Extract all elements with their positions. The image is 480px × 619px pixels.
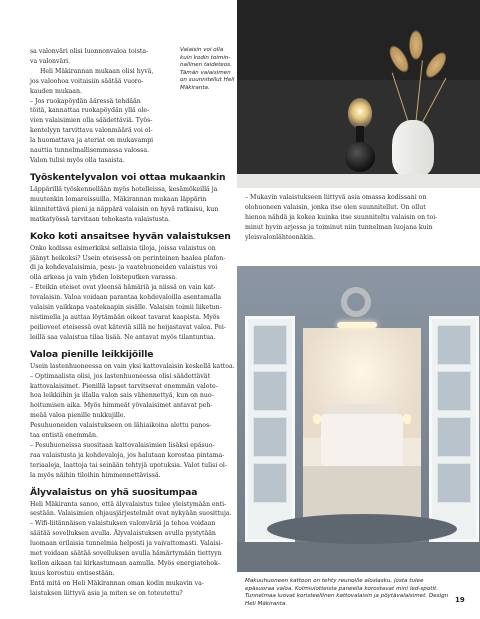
floor-foreground	[237, 542, 480, 572]
text-line: Valon tulisi myös olla tasaista.	[30, 156, 125, 164]
text-line: kauden mukaan.	[30, 87, 82, 95]
text-line: olohuoneen valaisin, jonka itse olen suunnitellut. On ollut	[245, 203, 426, 211]
text-line: va valonväri.	[30, 57, 71, 65]
bed	[321, 414, 403, 466]
text-line: hoa leikkiihin ja illalla valon sais vähennettyä, kun on nuo-	[30, 392, 214, 400]
text-line: kiinnitettävä pieni ja näppärä valaisin on hyvä ratkaisu, kun	[30, 205, 219, 213]
text-line: Heli Mäkiranta sanoo, että älyvalaistus tulee yleistymään enti-	[30, 500, 227, 508]
text-line: Pesuhuoneiden valaistukseen on lähiaikoina alettu panos-	[30, 422, 212, 430]
intro-paragraph	[30, 47, 173, 166]
door-pane	[253, 325, 287, 365]
door-pane	[253, 371, 287, 411]
ceiling-light	[337, 322, 377, 328]
white-vase	[392, 120, 434, 176]
door-pane	[437, 463, 471, 503]
text-line: Heli Mäkirannan mukaan olisi hyvä,	[40, 67, 154, 75]
text-line: – Eteikin eteiset ovat yleensä hämäriä ja niissä on vain kat-	[30, 284, 216, 292]
text-line: Onko kodissa esimerkiksi sellaisia tiloja, joissa valaistus on	[30, 244, 216, 252]
section-smart-lighting	[30, 487, 235, 599]
text-line: Entä mitä on Heli Mäkirannan oman kodin mukavin va-	[30, 579, 204, 587]
door-pane	[437, 417, 471, 457]
text-line: jäänyt heikoksi? Usein eteisessä on perinteinen haalea plafon-	[30, 254, 226, 262]
text-line: olla arkeaa ja vain yhden loisteputken varassa.	[30, 274, 178, 282]
door-pane	[437, 325, 471, 365]
text-line: kellon aikaan tai kirkastumaan aamulla. Myös energiatehok-	[30, 560, 220, 567]
text-line: muutenkin lomareissuilla. Mäkirannan mukaan läppärin	[30, 195, 207, 203]
tv-screen	[237, 0, 480, 80]
text-line: säätää sovelluksen avulla. Älyvalaistuksen avulla pystytään	[30, 530, 216, 538]
section-kids	[30, 349, 235, 481]
section-home-lighting	[30, 231, 235, 343]
text-line: hoitumisen aika. Myös himmeät yövalaisimet antavat peh-	[30, 402, 213, 410]
wreath	[341, 287, 371, 317]
text-line: sa valonväri olisi luonnonvaloa toista-	[30, 48, 149, 55]
text-line: minut hyvin arjessa ja toiminut niin tunnelman luojana kuin	[245, 223, 433, 231]
text-line: – Mukavin valaistukseen liittyvä asia omassa kodissani on	[245, 194, 427, 201]
page-number: 19	[455, 596, 465, 604]
text-line: tovalaisin. Valoa voidaan parantaa kohdevaloilla asentamalla	[30, 294, 222, 302]
text-line: la myös näihin tiloihin himmennettävissä.	[30, 471, 161, 479]
french-door-right	[429, 316, 479, 542]
text-line: – Jos ruokapöydän ääressä tehdään	[30, 97, 141, 105]
text-line: yleisvalonlähteenäkin.	[245, 233, 315, 241]
section-heading: Älyvalaistus on yhä suositumpaa	[30, 486, 198, 498]
text-line: peilioveet eteisessä ovat käteviä sillä ne heijastavat valoa. Pei-	[30, 323, 226, 331]
text-line: kuus korostuu entisestään.	[30, 569, 115, 577]
text-line: di ja kohdevalaisimia, pesu- ja vaatehuoneiden valaistus voi	[30, 264, 218, 272]
text-line: laistuksen liittyvä asia ja miten se on toteutettu?	[30, 589, 183, 597]
text-line: luomaan erilaisia tunnelmia helposti ja vaivattomasti. Valaisi-	[30, 540, 223, 548]
text-line: sestään. Valaisimien ohjausjärjestelmät ovat nykyään suosittuja.	[30, 510, 232, 518]
bedside-lamp	[313, 414, 321, 424]
text-line: – Wifi-liitännäisen valaistuksen valonväriä ja tehoa voidaan	[30, 520, 216, 528]
door-pane	[437, 371, 471, 411]
text-line: leillä saa valaistua tilaa lisää. Ne antavat myös tilantuntua.	[30, 333, 216, 341]
photo-vase-and-lamp	[237, 0, 480, 188]
french-door-left	[245, 316, 295, 542]
text-line: – Pesuhuoneissa suositaan kattovalaisimien lisäksi epäsuo-	[30, 441, 215, 449]
text-line: meää valoa pienille nukkujille.	[30, 412, 126, 420]
bedside-lamp	[403, 414, 411, 424]
text-line: Läppärillä työskennellään myös hotelleissa, kesämökeillä ja	[30, 186, 218, 193]
pampas-stem	[421, 78, 446, 124]
sections-column	[30, 172, 235, 599]
text-line: kattovalaisimet. Pienillä lapset tarvitsevat enemmän valote-	[30, 382, 218, 390]
section-heading: Valoa pienille leikkijöille	[30, 348, 154, 360]
quote-paragraph	[245, 193, 450, 243]
text-line: – Optimaalista olisi, jos lastenhuoneessa olisi säädettävät	[30, 372, 210, 380]
text-line: nauttia tunnelmallisemmassa valossa.	[30, 147, 150, 155]
text-line: valaisin vaikkapa vaatekaapin sisälle. Valaisin toimii liiketun-	[30, 304, 222, 312]
section-heading: Koko koti ansaitsee hyvän valaistuksen	[30, 230, 231, 242]
shelf	[237, 174, 480, 188]
text-line: kentelyyn tarvittava valonmäärä voi ol-	[30, 127, 153, 135]
text-line: met voidaan säätää sovelluksen avulla hämärtymään tiettyyn	[30, 550, 222, 558]
lamp-bulb	[348, 98, 372, 128]
pampas-stem	[392, 73, 410, 127]
photo-bedroom	[237, 266, 480, 572]
text-line: töitä, kannattaa ruokapöydän yllä ole-	[30, 107, 150, 115]
text-line: matkatyössä tarvitaan tehokasta valaistusta.	[30, 215, 171, 223]
text-line: taa entistä enemmän.	[30, 432, 98, 440]
door-pane	[253, 417, 287, 457]
text-line: Usein lastenhuoneessa on vain yksi kattovalaisin keskellä kattoa.	[30, 362, 235, 370]
photo-caption-top: Valaisin voi olla kuin kodin toimin-nallinen taideteos. Tämän valaisimen on suunnitellut Heli Mäkiranta.	[180, 47, 235, 91]
section-heading: Työskentelyvalon voi ottaa mukaankin	[30, 172, 226, 183]
door-pane	[253, 463, 287, 503]
lamp-base	[345, 142, 375, 172]
text-line: hienoa nähdä ja kokea kuinka itse suunniteltu valaisin on toi-	[245, 213, 438, 221]
section-workspace	[30, 172, 235, 225]
text-line: nistimella ja auttaa löytämään oikeat tavarat kaapista. Myös	[30, 313, 220, 321]
photo-caption-bottom: Makuuhuoneen kattoon on tehty reunoille aloslasku, josta tulee epäsuoraa valoa. Kolmiulotteista paneelia korostavat mini led-spotit. Tunnelmaa luovat koristeellinen kattovalaisin ja pöytävalaisimet. Design Heli Mäkiranta.	[245, 578, 449, 607]
text-line: teriaaleja, laattoja tai seinään tehtyjä upotuksia. Valot tulisi ol-	[30, 461, 227, 469]
text-line: vien valaisimien olla säädettäviä. Työs-	[30, 117, 153, 125]
text-line: la huomattava ja ateriat on mukavampi	[30, 137, 154, 145]
text-line: jos valoohoa voitaisiin säätää vuoro-	[30, 77, 144, 85]
pampas-plume	[409, 30, 423, 60]
rug	[267, 514, 457, 544]
text-line: raa valaistusta ja kohdevaloja, jos halutaan korostaa pintama-	[30, 451, 225, 459]
